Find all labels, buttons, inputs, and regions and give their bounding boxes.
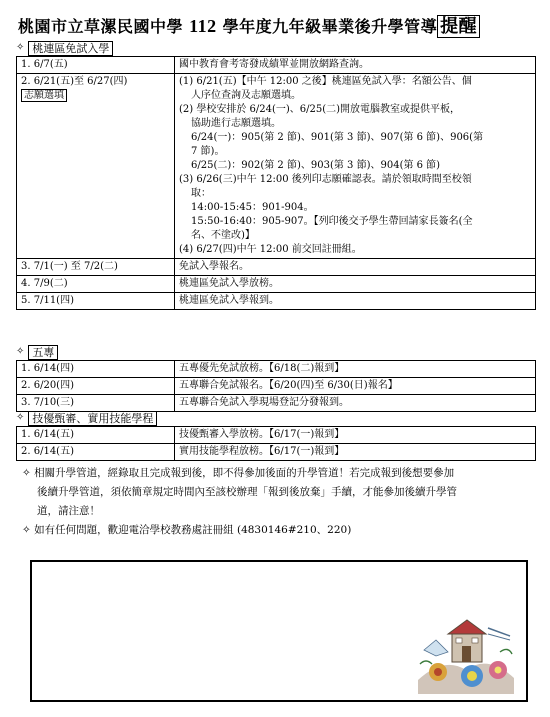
table-row — [17, 378, 536, 395]
row-date: 3. 7/10(三) — [17, 395, 175, 412]
desc-line: (2) 學校安排於 6/24(一)、6/25(二)開放電腦教室或提供平板， — [179, 104, 461, 115]
section-skills — [16, 410, 536, 461]
table-row — [17, 444, 536, 461]
desc-line: (3) 6/26(三)中午 12:00 後列印志願確認表。請於領取時間至校領 — [179, 174, 472, 185]
row-date: 3. 7/1(一) 至 7/2(二) — [17, 259, 175, 276]
diamond-icon: ✧ — [16, 412, 25, 423]
row-desc: 技優甄審入學放榜。【6/17(一)報到】 — [175, 427, 536, 444]
table-row — [17, 259, 536, 276]
page-title — [18, 12, 538, 38]
blank-box — [30, 560, 528, 702]
section-title: 桃連區免試入學 — [28, 41, 113, 56]
section-title: 五專 — [28, 345, 58, 360]
title-highlight: 提醒 — [437, 15, 480, 38]
row-date: 1. 6/14(五) — [17, 427, 175, 444]
table-row — [17, 293, 536, 310]
row-date: 4. 7/9(二) — [17, 276, 175, 293]
row-desc: 桃連區免試入學放榜。 — [175, 276, 536, 293]
table-row — [17, 57, 536, 74]
notes-block — [22, 464, 532, 540]
row-date: 1. 6/14(四) — [17, 361, 175, 378]
row-desc: 五專聯合免試入學現場登記分發報到。 — [175, 395, 536, 412]
row-desc: 五專聯合免試報名。【6/20(四)至 6/30(日)報名】 — [175, 378, 536, 395]
row-desc: 五專優先免試放榜。【6/18(二)報到】 — [175, 361, 536, 378]
diamond-icon: ✧ — [16, 42, 25, 53]
desc-line: 15:50-16:40：905-907。【列印後交予學生帶回請家長簽名(全 — [191, 216, 473, 227]
desc-line: 人序位查詢及志願選填。 — [191, 90, 301, 101]
section-taolian — [16, 40, 536, 310]
row-desc: 國中教育會考寄發成績單並開放網路查詢。 — [175, 57, 536, 74]
desc-line: 協助進行志願選填。 — [191, 118, 281, 129]
row-date-cell — [17, 74, 175, 259]
table-row — [17, 361, 536, 378]
desc-line: (4) 6/27(四)中午 12:00 前交回註冊組。 — [179, 244, 362, 255]
note-line: 後續升學管道，須依簡章規定時間內至該校辦理「報到後放棄」手續，才能參加後續升學管 — [37, 486, 457, 498]
desc-line: 7 節)。 — [191, 146, 225, 157]
note-line: ✧ 相關升學管道，經錄取且完成報到後，即不得參加後面的升學管道！若完成報到後想要參加 — [22, 467, 455, 479]
row-date: 2. 6/21(五)至 6/27(四) — [21, 76, 128, 87]
row-date: 2. 6/20(四) — [17, 378, 175, 395]
table-row — [17, 276, 536, 293]
desc-line: 6/24(一)：905(第 2 節)、901(第 3 節)、907(第 6 節)、906(第 — [191, 132, 484, 143]
desc-line: 名、不塗改)】 — [191, 230, 255, 241]
row-date: 5. 7/11(四) — [17, 293, 175, 310]
title-school: 桃園市立草漯民國中學 — [18, 17, 190, 36]
row-desc: 免試入學報名。 — [175, 259, 536, 276]
school-illustration-icon — [414, 610, 518, 694]
row-desc-cell — [175, 74, 536, 259]
desc-line: (1) 6/21(五)【中午 12:00 之後】桃連區免試入學：名額公告、個 — [179, 76, 472, 87]
desc-line: 14:00-15:45：901-904。 — [191, 202, 314, 213]
row-date: 1. 6/7(五) — [17, 57, 175, 74]
table-row — [17, 427, 536, 444]
desc-line: 取： — [191, 188, 211, 199]
row-desc: 桃連區免試入學報到。 — [175, 293, 536, 310]
schedule-table — [16, 56, 536, 310]
row-desc: 實用技能學程放榜。【6/17(一)報到】 — [175, 444, 536, 461]
note-line: 道，請注意！ — [37, 505, 100, 517]
date-tag: 志願選填 — [21, 89, 67, 102]
schedule-table — [16, 360, 536, 412]
section-five-year-college — [16, 344, 536, 412]
section-header — [16, 410, 536, 426]
section-title: 技優甄審、實用技能學程 — [28, 411, 157, 426]
schedule-table — [16, 426, 536, 461]
table-row — [17, 395, 536, 412]
table-row — [17, 74, 536, 259]
title-topic: 學年度九年級畢業後升學管導 — [216, 17, 438, 36]
row-date: 2. 6/14(五) — [17, 444, 175, 461]
note-line: ✧ 如有任何問題，歡迎電洽學校教務處註冊組 (4830146#210、220) — [22, 524, 352, 536]
section-header — [16, 344, 536, 360]
title-year: 112 — [189, 16, 217, 36]
desc-line: 6/25(二)：902(第 2 節)、903(第 3 節)、904(第 6 節) — [191, 160, 441, 171]
section-header — [16, 40, 536, 56]
diamond-icon: ✧ — [16, 346, 25, 357]
